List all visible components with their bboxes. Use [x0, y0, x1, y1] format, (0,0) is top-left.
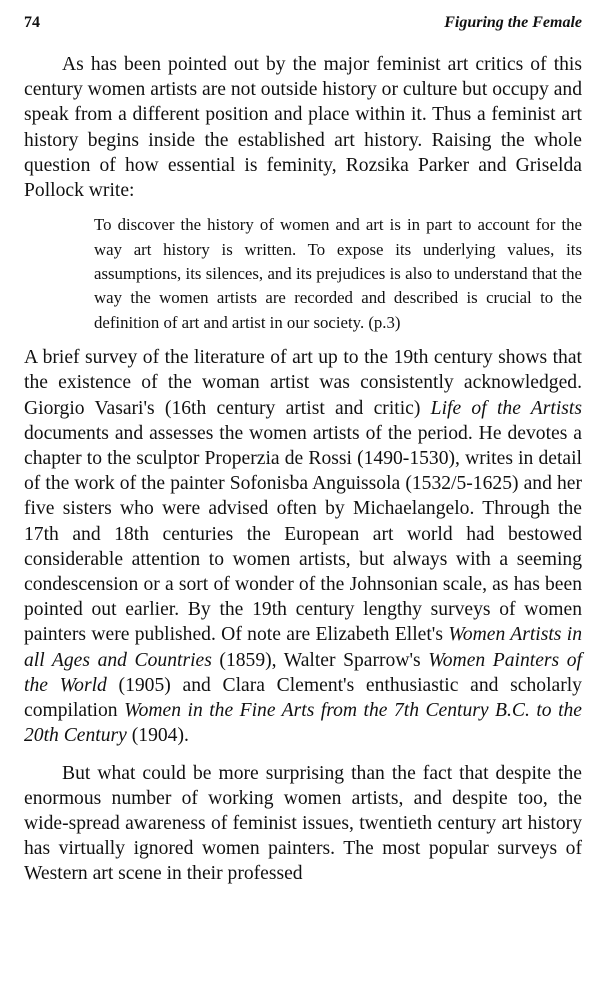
- paragraph-2-text-3: (1859), Walter Sparrow's: [211, 649, 429, 671]
- page-number: 74: [24, 14, 40, 31]
- book-page: [24, 14, 582, 887]
- book-title-women-in-fine-arts: Women in the Fine Arts from the 7th Century B.C. to the 20th Century: [24, 700, 583, 747]
- running-head: [24, 14, 582, 40]
- paragraph-2-text-2: documents and assesses the women artists of the period. He devotes a chapter to the sculptor Properzia de Rossi (1490-1530), writes in detail of the work of the painter Sofonisba Anguissola (1532/5-1625) and her five sisters who were advised often by Michaelangelo. Through the 17th and 18th centuries the European art world had bestowed considerable attention to women artists, but always with a seeming condescension or a sort of wonder of the Johnsonian scale, as has been pointed out earlier. By the 19th century lengthy surveys of women painters were published. Of note are Elizabeth Ellet's: [24, 422, 582, 646]
- running-title: Figuring the Female: [444, 14, 582, 31]
- paragraph-3: But what could be more surprising than the fact that despite the enormous number of working women artists, and despite too, the wide-spread awareness of feminist issues, twentieth century art history has virtually ignored women painters. The most popular surveys of Western art scene in their professed: [24, 762, 582, 885]
- paragraph-2-text-1: A brief survey of the literature of art up to the 19th century shows that the existence of the woman artist was consistently acknowledged. Giorgio Vasari's (16th century artist and critic): [24, 347, 582, 419]
- book-title-life-of-the-artists: Life of the Artists: [430, 397, 582, 419]
- block-quote: To discover the history of women and art is in part to account for the way art history is written. To expose its underlying values, its assumptions, its silences, and its prejudices is also to understand that the way the women artists are recorded and described is crucial to the definition of art and artist in our society. (p.3): [94, 215, 582, 332]
- paragraph-2-text-4: (1905) and Clara Clement's enthusiastic and scholarly compilation: [24, 674, 582, 722]
- book-title-women-artists: Women Artists in all Ages and Countries: [24, 624, 582, 671]
- paragraph-1: As has been pointed out by the major feminist art critics of this century women artists are not outside history or culture but occupy and speak from a different position and place within it. Thus a feminist art history begins inside the established art history. Raising the whole question of how essential is feminity, Rozsika Parker and Griselda Pollock write:: [24, 54, 582, 202]
- body-text: [24, 52, 582, 887]
- paragraph-2-text-5: (1904).: [126, 725, 189, 747]
- paragraph-2: [24, 345, 582, 748]
- book-title-women-painters: Women Painters of the World: [24, 649, 582, 696]
